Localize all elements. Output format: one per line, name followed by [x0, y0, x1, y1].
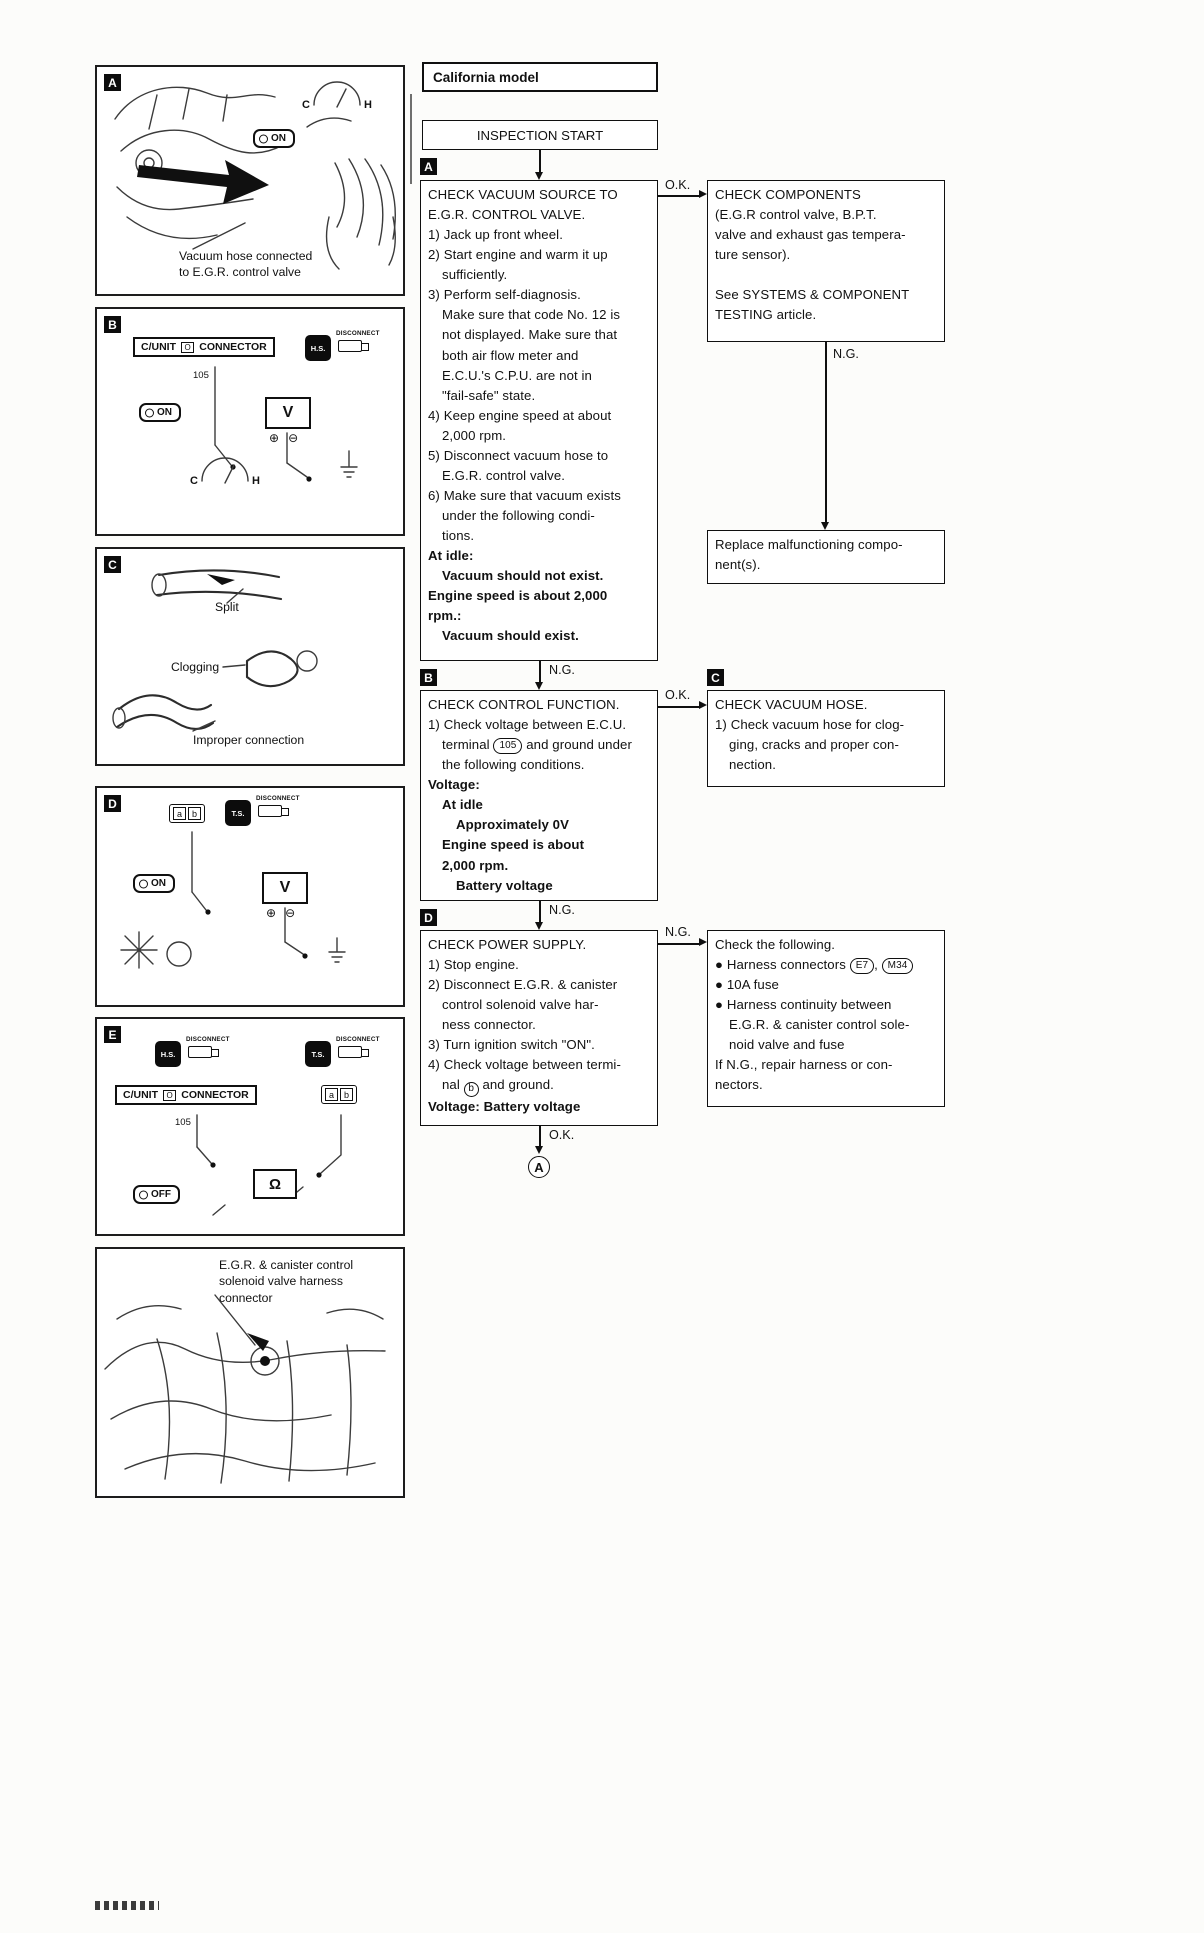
gauge-hot-label: H	[252, 475, 260, 487]
temperature-gauge-icon	[301, 79, 373, 113]
voltmeter-icon	[265, 397, 311, 429]
voltmeter-icon	[262, 872, 308, 904]
text-line: 5) Disconnect vacuum hose to	[428, 447, 609, 463]
flow-terminal-a-circle	[528, 1156, 550, 1178]
connector-plug-icon	[338, 340, 362, 352]
ignition-state-label: ON	[151, 878, 166, 889]
text-line: Voltage:	[428, 777, 480, 793]
text-line: "fail-safe" state.	[442, 387, 536, 403]
hs-tool-icon	[155, 1041, 181, 1067]
disconnect-icon-label: DISCONNECT	[256, 795, 300, 802]
flow-box-vacuum-hose	[707, 690, 945, 787]
text-line: If N.G., repair harness or con-	[715, 1057, 893, 1073]
plus-terminal-icon: ⊕	[266, 906, 277, 920]
terminal-b-label: b	[340, 1088, 353, 1101]
flow-box-components	[707, 180, 945, 342]
text-line: valve and exhaust gas tempera-	[715, 227, 906, 243]
ng-label: N.G.	[665, 925, 691, 939]
panel-d	[95, 786, 405, 1007]
text-line: Make sure that code No. 12 is	[442, 307, 621, 323]
ignition-on-key-icon	[253, 129, 295, 148]
terminal-b-badge: b	[464, 1082, 479, 1097]
gauge-cold-label: C	[190, 475, 198, 487]
caption-line: Vacuum hose connected	[179, 249, 313, 263]
text-line	[428, 1075, 650, 1096]
text-line: 3) Perform self-diagnosis.	[428, 287, 581, 303]
text-fragment: and ground under	[526, 737, 632, 753]
text-line: not displayed. Make sure that	[442, 327, 618, 343]
flow-box-check-following	[707, 930, 945, 1107]
text-line: CHECK VACUUM HOSE.	[715, 697, 868, 712]
arrowhead-down-icon	[535, 1146, 543, 1154]
connector-id-badge: M34	[882, 958, 914, 974]
gauge-cold-label: C	[302, 99, 310, 111]
ignition-state-label: ON	[271, 133, 286, 144]
hs-label: H.S.	[160, 1049, 176, 1059]
terminal-105-label: 105	[175, 1117, 191, 1128]
connector-line	[539, 901, 541, 922]
text-line	[715, 955, 937, 975]
text-line: 1) Stop engine.	[428, 957, 519, 973]
connector-ab-icon	[169, 804, 205, 823]
hs-label: H.S.	[310, 343, 326, 353]
ts-label: T.S.	[231, 808, 245, 818]
text-line: E.C.U.'s C.P.U. are not in	[442, 367, 592, 383]
connector-pin-box: O	[163, 1090, 176, 1101]
meter-unit-label: V	[282, 404, 294, 421]
ng-label: N.G.	[549, 903, 575, 917]
text-line: ● 10A fuse	[715, 977, 779, 993]
gauge-hot-label: H	[364, 99, 372, 111]
text-line: 1) Jack up front wheel.	[428, 227, 563, 243]
text-line: CHECK POWER SUPPLY.	[428, 937, 587, 952]
arrowhead-right-icon	[699, 938, 707, 946]
text-fragment: nal	[442, 1077, 460, 1093]
connector-line	[539, 661, 541, 682]
text-line: 2,000 rpm.	[442, 427, 507, 443]
text-fragment: ● Harness connectors	[715, 957, 846, 973]
text-line: 1) Check voltage between E.C.U.	[428, 717, 627, 733]
text-line: 4) Keep engine speed at about	[428, 407, 612, 423]
text-line: 2) Disconnect E.G.R. & canister	[428, 977, 618, 993]
plus-terminal-icon: ⊕	[269, 431, 280, 445]
text-line: rpm.:	[428, 608, 462, 624]
text-line: nectors.	[715, 1077, 763, 1093]
panel-photo	[95, 1247, 405, 1498]
disconnect-icon-label: DISCONNECT	[186, 1036, 230, 1043]
ts-label: T.S.	[311, 1049, 325, 1059]
caption-line: to E.G.R. control valve	[179, 265, 301, 280]
ok-label: O.K.	[665, 688, 691, 702]
arrowhead-right-icon	[699, 190, 707, 198]
meter-terminals-icon	[266, 906, 304, 920]
text-line: noid valve and fuse	[729, 1037, 845, 1053]
caption-line: connector	[219, 1290, 273, 1305]
connector-line	[658, 195, 700, 197]
text-line: Vacuum should not exist.	[442, 568, 604, 584]
caption-line: solenoid valve harness	[219, 1274, 343, 1289]
ignition-state-label: ON	[157, 407, 172, 418]
panel-c	[95, 547, 405, 766]
cunit-label: C/UNIT	[123, 1089, 158, 1101]
terminal-b-label: b	[188, 807, 201, 820]
hs-tool-icon	[305, 335, 331, 361]
panel-tag-c: C	[104, 556, 121, 573]
text-fragment: terminal	[442, 737, 490, 753]
flow-box-vacuum-source	[420, 180, 658, 661]
panel-a-caption	[179, 248, 312, 281]
meter-unit-label: Ω	[268, 1175, 282, 1193]
connector-line	[825, 342, 827, 522]
text-line: sufficiently.	[442, 267, 508, 283]
text-line: Replace malfunctioning compo-	[715, 537, 903, 552]
ignition-on-key-icon	[133, 874, 175, 893]
terminal-a-letter: A	[534, 1159, 544, 1175]
text-fragment: ,	[874, 957, 878, 973]
flow-header	[422, 62, 658, 92]
connector-label: CONNECTOR	[181, 1089, 249, 1101]
text-line: Vacuum should exist.	[442, 628, 579, 644]
flow-box-control	[420, 690, 658, 901]
terminal-105-badge: 105	[493, 738, 522, 754]
temperature-gauge-icon	[189, 455, 261, 489]
text-line: 2,000 rpm.	[442, 857, 509, 873]
text-line: Engine speed is about	[442, 837, 585, 853]
text-line: 3) Turn ignition switch "ON".	[428, 1037, 595, 1053]
split-label: Split	[215, 600, 239, 614]
flow-box-power	[420, 930, 658, 1126]
text-line: ● Harness continuity between	[715, 997, 892, 1013]
connector-plug-icon	[188, 1046, 212, 1058]
panel-tag-e: E	[104, 1026, 121, 1043]
panel-photo-caption	[219, 1257, 353, 1306]
check-following-lines	[715, 975, 937, 1095]
text-line	[715, 265, 937, 285]
arrowhead-down-icon	[821, 522, 829, 530]
text-line: Battery voltage	[456, 877, 553, 893]
ng-label: N.G.	[549, 663, 575, 677]
panel-b	[95, 307, 405, 536]
text-line: tions.	[442, 528, 475, 544]
text-line: 6) Make sure that vacuum exists	[428, 487, 621, 503]
connector-plug-icon	[258, 805, 282, 817]
ok-label: O.K.	[549, 1128, 575, 1142]
caption-line: E.G.R. & canister control	[219, 1258, 354, 1272]
ts-tool-icon	[305, 1041, 331, 1067]
ts-tool-icon	[225, 800, 251, 826]
text-line: both air flow meter and	[442, 347, 579, 363]
ohmmeter-icon	[253, 1169, 297, 1199]
connector-line	[539, 150, 541, 172]
ignition-off-key-icon	[133, 1185, 180, 1204]
text-line: Engine speed is about 2,000	[428, 588, 608, 604]
connector-pin-box: O	[181, 342, 194, 353]
ng-label: N.G.	[833, 347, 859, 361]
text-line: 4) Check voltage between termi-	[428, 1057, 621, 1073]
footer-fragment	[95, 1901, 159, 1910]
text-line: 2) Start engine and warm it up	[428, 247, 608, 263]
text-line: CHECK COMPONENTS	[715, 187, 861, 202]
disconnect-icon-label: DISCONNECT	[336, 1036, 380, 1043]
meter-unit-label: V	[279, 879, 291, 896]
divider-line	[410, 94, 412, 184]
panel-tag-d: D	[104, 795, 121, 812]
flow-header-label: California model	[433, 69, 539, 85]
flow-tag-c: C	[707, 669, 724, 686]
ok-label: O.K.	[665, 178, 691, 192]
arrowhead-down-icon	[535, 682, 543, 690]
connector-plug-icon	[338, 1046, 362, 1058]
panel-e	[95, 1017, 405, 1236]
text-line: At idle	[442, 797, 483, 813]
inspection-start-label: INSPECTION START	[476, 127, 604, 143]
cunit-connector-strip	[133, 337, 275, 357]
arrowhead-right-icon	[699, 701, 707, 709]
cunit-connector-strip	[115, 1085, 257, 1105]
flow-box-replace	[707, 530, 945, 584]
text-line: under the following condi-	[442, 508, 595, 523]
connector-line	[658, 706, 700, 708]
disconnect-icon-label: DISCONNECT	[336, 330, 380, 337]
text-line: E.G.R. control valve.	[442, 467, 566, 483]
panel-a	[95, 65, 405, 296]
text-line: TESTING article.	[715, 307, 817, 323]
minus-terminal-icon: ⊖	[288, 431, 299, 445]
connector-line	[539, 1126, 541, 1146]
text-line: (E.G.R control valve, B.P.T.	[715, 207, 877, 223]
connector-label: CONNECTOR	[199, 341, 267, 353]
text-line: the following conditions.	[442, 757, 585, 773]
text-line: nent(s).	[715, 557, 761, 573]
clogging-label: Clogging	[171, 660, 220, 674]
flow-tag-b: B	[420, 669, 437, 686]
power-step-lines	[428, 935, 650, 1075]
text-fragment: and ground.	[482, 1077, 554, 1093]
box-title: Check the following.	[715, 937, 836, 952]
panel-tag-b: B	[104, 316, 121, 333]
terminal-a-label: a	[173, 807, 186, 820]
text-line: E.G.R. & canister control sole-	[729, 1017, 910, 1033]
inspection-start-box	[422, 120, 658, 150]
improper-connection-label: Improper connection	[193, 733, 305, 747]
flow-tag-a: A	[420, 158, 437, 175]
voltage-spec-lines	[428, 775, 650, 895]
text-line: At idle:	[428, 548, 474, 564]
text-line: 1) Check vacuum hose for clog-	[715, 717, 905, 733]
text-line: ging, cracks and proper con-	[729, 737, 899, 753]
arrowhead-down-icon	[535, 922, 543, 930]
ignition-state-label: OFF	[151, 1189, 171, 1200]
text-line	[428, 735, 650, 755]
voltage-spec-line: Voltage: Battery voltage	[428, 1098, 581, 1114]
text-line: ture sensor).	[715, 247, 791, 263]
minus-terminal-icon: ⊖	[285, 906, 296, 920]
text-line: nection.	[729, 757, 776, 773]
text-line: CHECK VACUUM SOURCE TO	[428, 187, 618, 202]
meter-terminals-icon	[269, 431, 307, 445]
connector-ab-icon	[321, 1085, 357, 1104]
ignition-on-key-icon	[139, 403, 181, 422]
text-line: See SYSTEMS & COMPONENT	[715, 287, 910, 303]
connector-line	[658, 943, 700, 945]
connector-id-badge: E7	[850, 958, 874, 974]
text-line: E.G.R. CONTROL VALVE.	[428, 207, 586, 223]
terminal-a-label: a	[325, 1088, 338, 1101]
panel-tag-a: A	[104, 74, 121, 91]
text-line: ness connector.	[442, 1017, 536, 1033]
arrowhead-down-icon	[535, 172, 543, 180]
box-title: CHECK CONTROL FUNCTION.	[428, 697, 620, 712]
text-line: control solenoid valve har-	[442, 997, 599, 1013]
flow-tag-d: D	[420, 909, 437, 926]
terminal-105-label: 105	[193, 370, 209, 381]
text-line: Approximately 0V	[456, 817, 569, 833]
cunit-label: C/UNIT	[141, 341, 176, 353]
